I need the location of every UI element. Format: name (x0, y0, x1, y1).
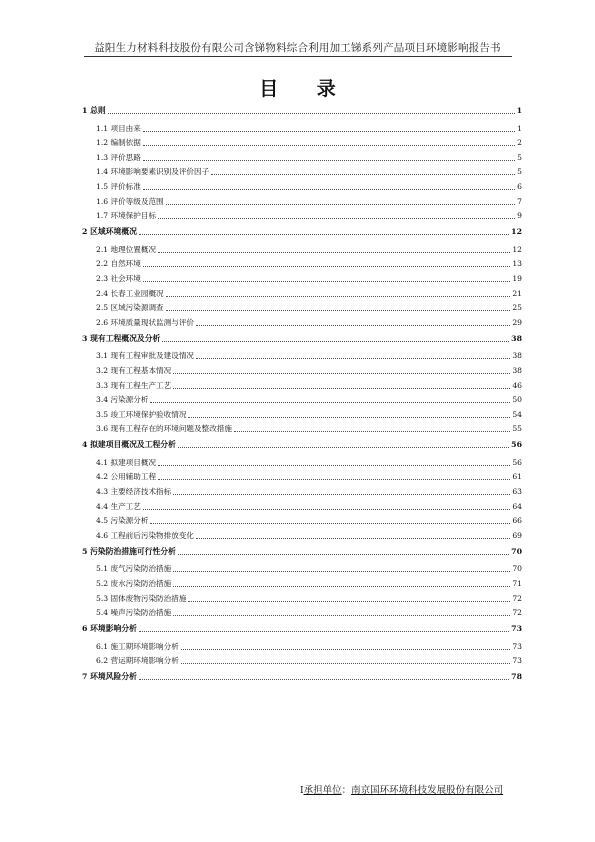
header-rule (84, 56, 512, 57)
toc-dot-leader (143, 160, 515, 161)
toc-chapter-entry[interactable] (82, 332, 522, 344)
toc-entry-title: 3.3 现有工程生产工艺 (96, 380, 172, 390)
footer-separator: ： (341, 785, 352, 796)
toc-entry-title: 4.4 生产工艺 (96, 501, 141, 511)
toc-chapter-entry[interactable] (82, 622, 522, 634)
toc-dot-leader (196, 358, 510, 359)
toc-section-entry[interactable] (82, 604, 522, 619)
toc-dot-leader (166, 204, 516, 205)
toc-entry-title: 4.1 拟建项目概况 (96, 457, 157, 467)
toc-chapter-entry[interactable] (82, 670, 522, 682)
toc-page-number: 55 (512, 424, 522, 434)
toc-dot-leader (158, 218, 515, 219)
toc-section-entry[interactable] (82, 526, 522, 541)
toc-dot-leader (181, 663, 510, 664)
toc-section-entry[interactable] (82, 299, 522, 314)
toc-chapter-entry[interactable] (82, 438, 522, 450)
toc-dot-leader (143, 281, 510, 282)
toc-page-number: 56 (511, 440, 522, 450)
toc-dot-leader (158, 465, 510, 466)
toc-dot-leader (173, 373, 510, 374)
toc-entry-title: 1.7 环境保护目标 (96, 211, 157, 221)
toc-section-entry[interactable] (82, 420, 522, 435)
toc-page-number: 78 (511, 672, 522, 682)
toc-section-entry[interactable] (82, 512, 522, 527)
toc-entry-title: 4 拟建项目概况及工程分析 (82, 440, 176, 450)
toc-dot-leader (173, 494, 510, 495)
toc-entry-title: 1.5 评价标准 (96, 181, 141, 191)
toc-page-number: 38 (511, 333, 522, 343)
toc-page-number: 9 (517, 211, 522, 221)
toc-dot-leader (139, 679, 509, 680)
toc-page-number: 25 (512, 303, 522, 313)
toc-section-entry[interactable] (82, 376, 522, 391)
toc-chapter-entry[interactable] (82, 545, 522, 557)
toc-dot-leader (150, 402, 510, 403)
toc-page-number: 46 (512, 380, 522, 390)
toc-dot-leader (150, 523, 510, 524)
toc-entry-title: 5.1 废气污染防治措施 (96, 564, 172, 574)
toc-entry-title: 6.2 营运期环境影响分析 (96, 656, 179, 666)
toc-page-number: 21 (512, 288, 522, 298)
toc-section-entry[interactable] (82, 347, 522, 362)
toc-page-number: 73 (512, 641, 522, 651)
toc-entry-title: 5.4 噪声污染防治措施 (96, 608, 172, 618)
toc-entry-title: 1.1 项目由来 (96, 123, 141, 133)
table-of-contents (82, 100, 522, 685)
toc-dot-leader (173, 615, 510, 616)
toc-page-number: 5 (517, 167, 522, 177)
toc-dot-leader (158, 479, 510, 480)
toc-dot-leader (166, 310, 511, 311)
toc-entry-title: 2.2 自然环境 (96, 259, 141, 269)
footer-label: 承担单位 (303, 785, 342, 796)
toc-section-entry[interactable] (82, 405, 522, 420)
toc-entry-title: 3.1 现有工程审批及建设情况 (96, 351, 195, 361)
toc-section-entry[interactable] (82, 468, 522, 483)
toc-dot-leader (139, 631, 509, 632)
toc-dot-leader (158, 252, 510, 253)
toc-section-entry[interactable] (82, 497, 522, 512)
toc-dot-leader (143, 266, 510, 267)
toc-dot-leader (196, 538, 510, 539)
toc-dot-leader (188, 417, 510, 418)
toc-dot-leader (166, 296, 511, 297)
toc-entry-title: 1 总则 (82, 106, 106, 115)
toc-section-entry[interactable] (82, 313, 522, 328)
toc-entry-title: 2.5 区域污染源调查 (96, 303, 164, 313)
toc-entry-title: 3.6 现有工程存在的环境问题及整改措施 (96, 424, 232, 434)
toc-page-number: 13 (512, 259, 522, 269)
toc-page-number: 73 (512, 656, 522, 666)
toc-section-entry[interactable] (82, 148, 522, 163)
toc-page-number: 12 (511, 227, 522, 237)
toc-page-number: 19 (512, 273, 522, 283)
toc-dot-leader (173, 586, 510, 587)
toc-entry-title: 2.3 社会环境 (96, 273, 141, 283)
toc-entry-title: 2 区域环境概况 (82, 227, 137, 237)
toc-entry-title: 1.4 环境影响要素识别及评价因子 (96, 167, 210, 177)
page-title: 目 录 (259, 78, 352, 100)
toc-section-entry[interactable] (82, 589, 522, 604)
toc-page-number: 6 (517, 181, 522, 191)
toc-section-entry[interactable] (82, 119, 522, 134)
toc-entry-title: 1.3 评价思路 (96, 152, 141, 162)
toc-dot-leader (211, 174, 515, 175)
toc-section-entry[interactable] (82, 637, 522, 652)
toc-section-entry[interactable] (82, 482, 522, 497)
toc-section-entry[interactable] (82, 284, 522, 299)
toc-dot-leader (108, 113, 515, 114)
toc-dot-leader (143, 145, 515, 146)
page-footer (300, 782, 503, 796)
toc-page-number: 50 (512, 395, 522, 405)
toc-page-number: 38 (512, 351, 522, 361)
toc-page-number: 72 (512, 608, 522, 618)
toc-chapter-entry[interactable] (82, 104, 522, 116)
toc-section-entry[interactable] (82, 163, 522, 178)
toc-entry-title: 3.2 现有工程基本情况 (96, 365, 172, 375)
toc-page-number: 72 (512, 593, 522, 603)
toc-dot-leader (181, 649, 510, 650)
toc-entry-title: 2.4 长春工业园概况 (96, 288, 164, 298)
toc-page-number: 70 (511, 546, 522, 556)
toc-dot-leader (143, 509, 510, 510)
page-number: I (300, 786, 304, 796)
toc-page-number: 69 (512, 530, 522, 540)
toc-page-number: 56 (512, 457, 522, 467)
toc-entry-title: 7 环境风险分析 (82, 672, 137, 682)
toc-entry-title: 5 污染防治措施可行性分析 (82, 546, 176, 556)
toc-page-number: 1 (516, 106, 522, 115)
toc-section-entry[interactable] (82, 453, 522, 468)
toc-page-number: 71 (512, 579, 522, 589)
toc-entry-title: 2.1 地理位置概况 (96, 244, 157, 254)
toc-page-number: 64 (512, 501, 522, 511)
toc-entry-title: 3.5 竣工环境保护验收情况 (96, 409, 187, 419)
toc-page-number: 73 (511, 624, 522, 634)
toc-entry-title: 4.5 污染源分析 (96, 516, 149, 526)
toc-dot-leader (143, 131, 515, 132)
toc-entry-title: 6.1 施工期环境影响分析 (96, 641, 179, 651)
toc-section-entry[interactable] (82, 652, 522, 667)
toc-chapter-entry[interactable] (82, 225, 522, 237)
toc-dot-leader (188, 601, 510, 602)
toc-entry-title: 5.3 固体废物污染防治措施 (96, 593, 187, 603)
toc-section-entry[interactable] (82, 574, 522, 589)
toc-page-number: 38 (512, 365, 522, 375)
toc-entry-title: 4.6 工程前后污染物排放变化 (96, 530, 195, 540)
toc-page-number: 70 (512, 564, 522, 574)
toc-entry-title: 3 现有工程概况及分析 (82, 333, 161, 343)
toc-section-entry[interactable] (82, 361, 522, 376)
page-header: 益阳生力材料科技股份有限公司含锑物料综合利用加工锑系列产品项目环境影响报告书 (94, 42, 501, 54)
toc-dot-leader (173, 571, 510, 572)
toc-dot-leader (173, 388, 510, 389)
toc-entry-title: 5.2 废水污染防治措施 (96, 579, 172, 589)
toc-page-number: 12 (512, 244, 522, 254)
toc-entry-title: 2.6 环境质量现状监测与评价 (96, 317, 195, 327)
toc-section-entry[interactable] (82, 391, 522, 406)
toc-page-number: 29 (512, 317, 522, 327)
toc-section-entry[interactable] (82, 255, 522, 270)
toc-section-entry[interactable] (82, 269, 522, 284)
toc-page-number: 61 (512, 472, 522, 482)
toc-dot-leader (162, 341, 509, 342)
toc-entry-title: 6 环境影响分析 (82, 624, 137, 634)
toc-section-entry[interactable] (82, 240, 522, 255)
toc-page-number: 54 (512, 409, 522, 419)
toc-page-number: 63 (512, 487, 522, 497)
toc-section-entry[interactable] (82, 560, 522, 575)
toc-dot-leader (139, 234, 509, 235)
toc-section-entry[interactable] (82, 207, 522, 222)
toc-dot-leader (143, 189, 515, 190)
toc-entry-title: 3.4 污染源分析 (96, 395, 149, 405)
toc-page-number: 1 (517, 123, 522, 133)
toc-entry-title: 4.2 公用辅助工程 (96, 472, 157, 482)
toc-entry-title: 1.2 编制依据 (96, 138, 141, 148)
toc-page-number: 66 (512, 516, 522, 526)
toc-dot-leader (234, 431, 510, 432)
toc-page-number: 7 (517, 196, 522, 206)
toc-entry-title: 4.3 主要经济技术指标 (96, 487, 172, 497)
toc-dot-leader (178, 554, 509, 555)
toc-section-entry[interactable] (82, 192, 522, 207)
toc-dot-leader (178, 447, 509, 448)
toc-entry-title: 1.6 评价等级及范围 (96, 196, 164, 206)
toc-dot-leader (196, 325, 510, 326)
toc-section-entry[interactable] (82, 177, 522, 192)
toc-page-number: 2 (517, 138, 522, 148)
toc-section-entry[interactable] (82, 134, 522, 149)
footer-organization: 南京国环环境科技发展股份有限公司 (351, 785, 504, 796)
toc-page-number: 5 (517, 152, 522, 162)
